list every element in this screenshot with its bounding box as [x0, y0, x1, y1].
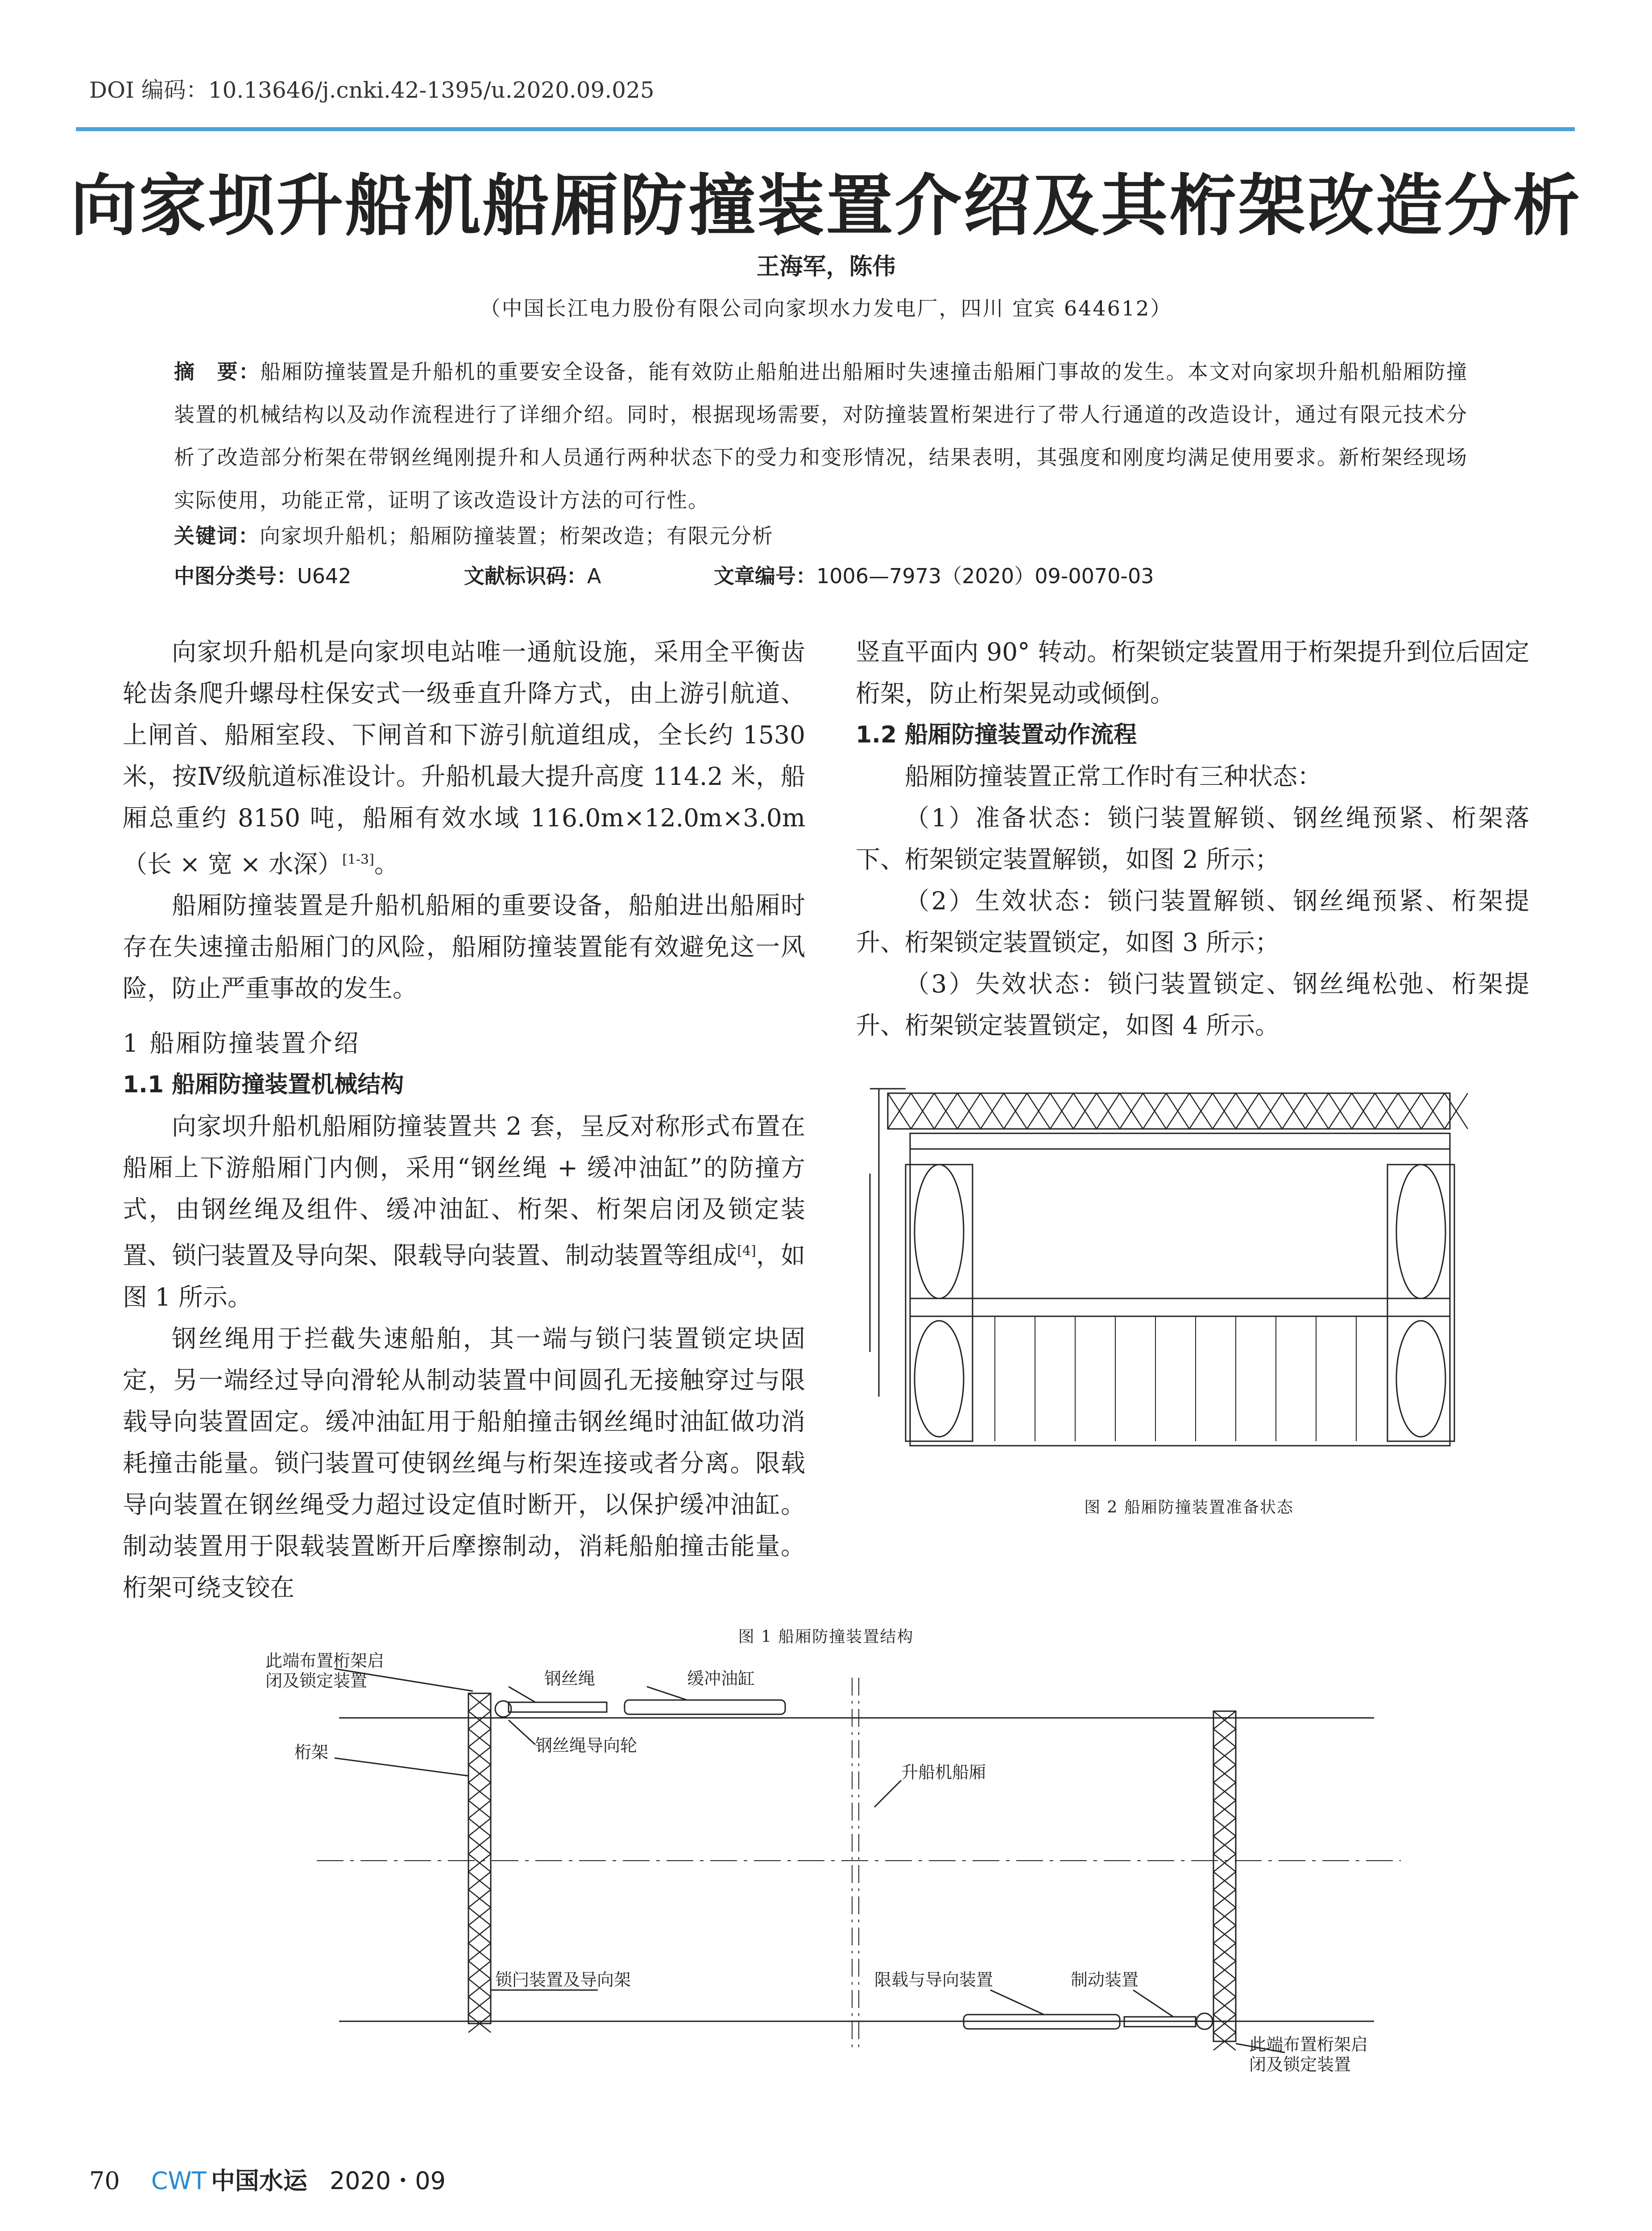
label-chamber: 升船机船厢: [901, 1762, 986, 1782]
paragraph: 钢丝绳用于拦截失速船舶，其一端与锁闩装置锁定块固定，另一端经过导向滑轮从制动装置中间圆孔无接触穿过与限载导向装置固定。缓冲油缸用于船舶撞击钢丝绳时油缸做功消耗撞击能量。锁闩装置可使钢丝绳与桁架连接或者分离。限载导向装置在钢丝绳受力超过设定值时断开，以保护缓冲油缸。制动装置用于限载装置断开后摩擦制动，消耗船舶撞击能量。桁架可绕支铰在: [123, 1324, 805, 1602]
citation: [1-3]: [342, 852, 374, 867]
paragraph: 船厢防撞装置是升船机船厢的重要设备，船舶进出船厢时存在失速撞击船厢门的风险，船厢防撞装置能有效避免这一风险，防止严重事故的发生。: [123, 891, 805, 1003]
paragraph-text: 向家坝升船机船厢防撞装置共 2 套，呈反对称形式布置在船厢上下游船厢门内侧，采用“钢丝绳 + 缓冲油缸”的防撞方式，由钢丝绳及组件、缓冲油缸、桁架、桁架启闭及锁定装置、锁闩装置及导向架、限载导向装置、制动装置等组成: [123, 1112, 805, 1270]
article-number-item: [714, 560, 1154, 589]
subsection-heading: 1.2 船厢防撞装置动作流程: [856, 722, 1137, 748]
paragraph: 竖直平面内 90° 转动。桁架锁定装置用于桁架提升到位后固定桁架，防止桁架晃动或倾倒。: [856, 638, 1529, 708]
keywords: [174, 520, 774, 549]
doc-code-value: A: [587, 564, 601, 588]
subsection-heading: 1.1 船厢防撞装置机械结构: [123, 1071, 404, 1099]
doi-header: DOI 编码：10.13646/j.cnki.42-1395/u.2020.09.025: [89, 77, 654, 103]
keywords-text: 向家坝升船机；船厢防撞装置；桁架改造；有限元分析: [260, 524, 774, 548]
chamber-outline: [910, 1133, 1450, 1446]
truss-top-frame: [888, 1093, 1450, 1129]
abstract-label: 摘 要：: [174, 360, 261, 384]
left-truss: [468, 1693, 491, 2024]
paper-title: 向家坝升船机船厢防撞装置介绍及其桁架改造分析: [70, 166, 1582, 245]
paragraph: 船厢防撞装置正常工作时有三种状态：: [905, 762, 1322, 791]
page-footer: [89, 2162, 446, 2196]
figure-1-caption: 图 1 船厢防撞装置结构: [738, 1628, 914, 1646]
issue-date: 2020・09: [329, 2167, 446, 2195]
label-bottom-right-1: 此端布置桁架启: [1249, 2035, 1368, 2054]
brand-logo: CWT: [151, 2167, 207, 2195]
label-latch: 锁闩装置及导向架: [495, 1970, 631, 1990]
citation: [4]: [737, 1243, 756, 1259]
label-top-left-2: 闭及锁定装置: [265, 1671, 368, 1691]
right-truss: [1213, 1711, 1236, 2041]
abstract-text: 船厢防撞装置是升船机的重要安全设备，能有效防止船舶进出船厢时失速撞击船厢门事故的发生。本文对向家坝升船机船厢防撞装置的机械结构以及动作流程进行了详细介绍。同时，根据现场需要，对防撞装置桁架进行了带人行通道的改造设计，通过有限元技术分析了改造部分桁架在带钢丝绳刚提升和人员通行两种状态下的受力和变形情况，结果表明，其强度和刚度均满足使用要求。新桁架经现场实际使用，功能正常，证明了该改造设计方法的可行性。: [174, 360, 1468, 512]
label-top-left-1: 此端布置桁架启: [265, 1651, 385, 1671]
label-limit: 限载与导向装置: [874, 1970, 994, 1990]
left-column: [123, 631, 805, 1609]
header-rule: [76, 127, 1575, 131]
affiliation: （中国长江电力股份有限公司向家坝水力发电厂，四川 宜宾 644612）: [480, 296, 1172, 320]
clc-item: [174, 560, 351, 589]
article-number-value: 1006—7973（2020）09-0070-03: [816, 564, 1154, 588]
abstract: [174, 350, 1468, 522]
paragraph: [123, 1106, 805, 1318]
figure-2-caption: 图 2 船厢防撞装置准备状态: [1084, 1498, 1294, 1517]
label-brake: 制动装置: [1071, 1970, 1139, 1990]
figure-1-drawing: [259, 1651, 1428, 2075]
doc-code-item: [464, 560, 601, 589]
authors: 王海军，陈伟: [756, 253, 896, 280]
paragraph: [123, 631, 805, 885]
article-number-label: 文章编号：: [714, 564, 816, 588]
figure-2-drawing: [861, 1084, 1517, 1477]
keywords-label: 关键词：: [174, 524, 260, 548]
clc-label: 中图分类号：: [174, 564, 297, 588]
paragraph: （3）失效状态：锁闩装置锁定、钢丝绳松弛、桁架提升、桁架锁定装置锁定，如图 4 所示。: [856, 970, 1529, 1040]
magazine-name: 中国水运: [211, 2166, 307, 2195]
right-column: [856, 631, 1529, 1046]
doc-code-label: 文献标识码：: [464, 564, 587, 588]
paragraph-text: 向家坝升船机是向家坝电站唯一通航设施，采用全平衡齿轮齿条爬升螺母柱保安式一级垂直升降方式，由上游引航道、上闸首、船厢室段、下闸首和下游引航道组成，全长约 1530 米，按Ⅳ级航道标准设计。升船机最大提升高度 114.2 米，船厢总重约 8150 吨，船厢有效水域 116.0m×12.0m×3.0m（长 × 宽 × 水深）: [123, 638, 805, 879]
label-truss: 桁架: [294, 1742, 329, 1762]
label-cylinder: 缓冲油缸: [687, 1669, 755, 1688]
label-guide-wheel: 钢丝绳导向轮: [535, 1736, 638, 1755]
label-bottom-right-2: 闭及锁定装置: [1249, 2055, 1351, 2074]
clc-value: U642: [297, 564, 352, 588]
paragraph-text: ，如图 1 所示。: [123, 1241, 805, 1311]
label-wire: 钢丝绳: [544, 1669, 596, 1688]
section-heading: 1 船厢防撞装置介绍: [123, 1029, 360, 1058]
paragraph: （2）生效状态：锁闩装置解锁、钢丝绳预紧、桁架提升、桁架锁定装置锁定，如图 3 所示；: [856, 887, 1529, 957]
paragraph: （1）准备状态：锁闩装置解锁、钢丝绳预紧、桁架落下、桁架锁定装置解锁，如图 2 所示；: [856, 804, 1529, 874]
page-number: 70: [89, 2167, 120, 2195]
paragraph-text: 。: [374, 850, 399, 879]
